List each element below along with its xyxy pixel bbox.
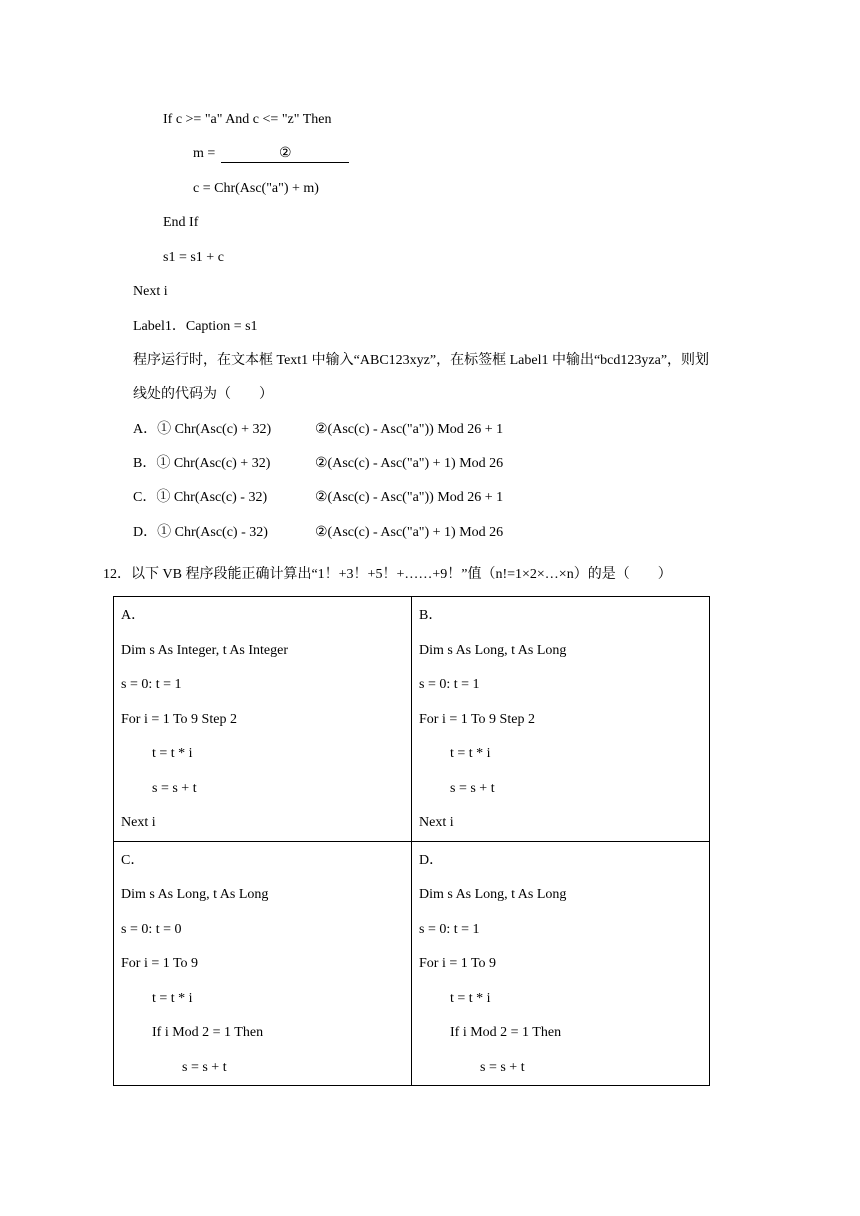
q11-option-a: [133, 420, 504, 440]
code-m-line: [193, 144, 349, 164]
q12-d-line-3: For i = 1 To 9: [419, 956, 497, 971]
q12-cell-b: [412, 597, 710, 842]
q12-cell-a: [114, 597, 412, 842]
q12-b-line-3: For i = 1 To 9 Step 2: [419, 711, 535, 727]
q11-option-b-second: ②(Asc(c) - Asc("a") + 1) Mod 26: [315, 456, 504, 471]
q12-d-line-5: If i Mod 2 = 1 Then: [450, 1025, 562, 1040]
q12-c-label: C．: [121, 852, 145, 868]
code-end-if: End If: [163, 215, 199, 230]
q12-a-line-4: t = t * i: [152, 746, 193, 761]
q12-b-label: B．: [419, 608, 443, 623]
q12-c-line-6: s = s + t: [182, 1059, 227, 1075]
q12-c-line-3: For i = 1 To 9: [121, 956, 199, 971]
q12-b-line-6: Next i: [419, 815, 454, 830]
q12-d-line-6: s = s + t: [480, 1059, 525, 1075]
q12-b-line-4: t = t * i: [450, 746, 491, 761]
q12-a-line-2: s = 0: t = 1: [121, 677, 182, 692]
q12-d-line-2: s = 0: t = 1: [419, 921, 480, 937]
q11-stem-line2: 线处的代码为（ ）: [133, 387, 273, 402]
q12-d-line-1: Dim s As Long, t As Long: [419, 887, 567, 902]
code-c-line: c = Chr(Asc("a") + m): [193, 181, 319, 196]
q12-d-label: D．: [419, 852, 444, 868]
q12-b-line-1: Dim s As Long, t As Long: [419, 642, 567, 658]
q12-options-table: [113, 596, 710, 1086]
q11-stem-line1: 程序运行时，在文本框 Text1 中输入“ABC123xyz”，在标签框 Label1 中输出“bcd123yza”，则划: [133, 353, 710, 368]
q12-stem: 12．以下 VB 程序段能正确计算出“1！+3！+5！+……+9！”值（n!=1×2×…×n）的是（ ）: [103, 567, 672, 582]
q11-option-b: [133, 454, 504, 474]
fill-blank-2: ②: [221, 145, 349, 163]
q12-a-line-6: Next i: [121, 815, 156, 830]
q12-c-line-4: t = t * i: [152, 990, 193, 1006]
q11-option-c: [133, 488, 504, 508]
code-s1-line: s1 = s1 + c: [163, 250, 224, 265]
q12-b-line-2: s = 0: t = 1: [419, 677, 480, 692]
q11-option-a-first: A．① Chr(Asc(c) + 32): [133, 422, 272, 437]
q11-option-c-second: ②(Asc(c) - Asc("a")) Mod 26 + 1: [315, 490, 504, 505]
q11-option-a-second: ②(Asc(c) - Asc("a")) Mod 26 + 1: [315, 422, 504, 437]
q12-a-line-1: Dim s As Integer, t As Integer: [121, 642, 289, 658]
q12-a-label: A．: [121, 608, 146, 623]
code-m-prefix: m =: [193, 146, 216, 161]
code-if-line: If c >= "a" And c <= "z" Then: [163, 112, 332, 127]
q12-b-line-5: s = s + t: [450, 780, 495, 796]
q12-c-line-2: s = 0: t = 0: [121, 921, 182, 937]
q12-c-line-1: Dim s As Long, t As Long: [121, 887, 269, 902]
q11-option-d: [133, 523, 504, 543]
q11-option-c-first: C．① Chr(Asc(c) - 32): [133, 490, 268, 505]
q12-a-line-5: s = s + t: [152, 780, 197, 796]
q12-d-line-4: t = t * i: [450, 990, 491, 1006]
q12-c-line-5: If i Mod 2 = 1 Then: [152, 1025, 264, 1040]
q12-cell-c: [114, 841, 412, 1086]
q11-option-b-first: B．① Chr(Asc(c) + 32): [133, 456, 271, 471]
q12-cell-d: [412, 841, 710, 1086]
q12-a-line-3: For i = 1 To 9 Step 2: [121, 711, 237, 727]
q11-option-d-second: ②(Asc(c) - Asc("a") + 1) Mod 26: [315, 525, 504, 540]
code-next-i: Next i: [133, 284, 168, 299]
code-caption-line: Label1．Caption = s1: [133, 319, 258, 334]
q11-option-d-first: D．① Chr(Asc(c) - 32): [133, 525, 268, 540]
